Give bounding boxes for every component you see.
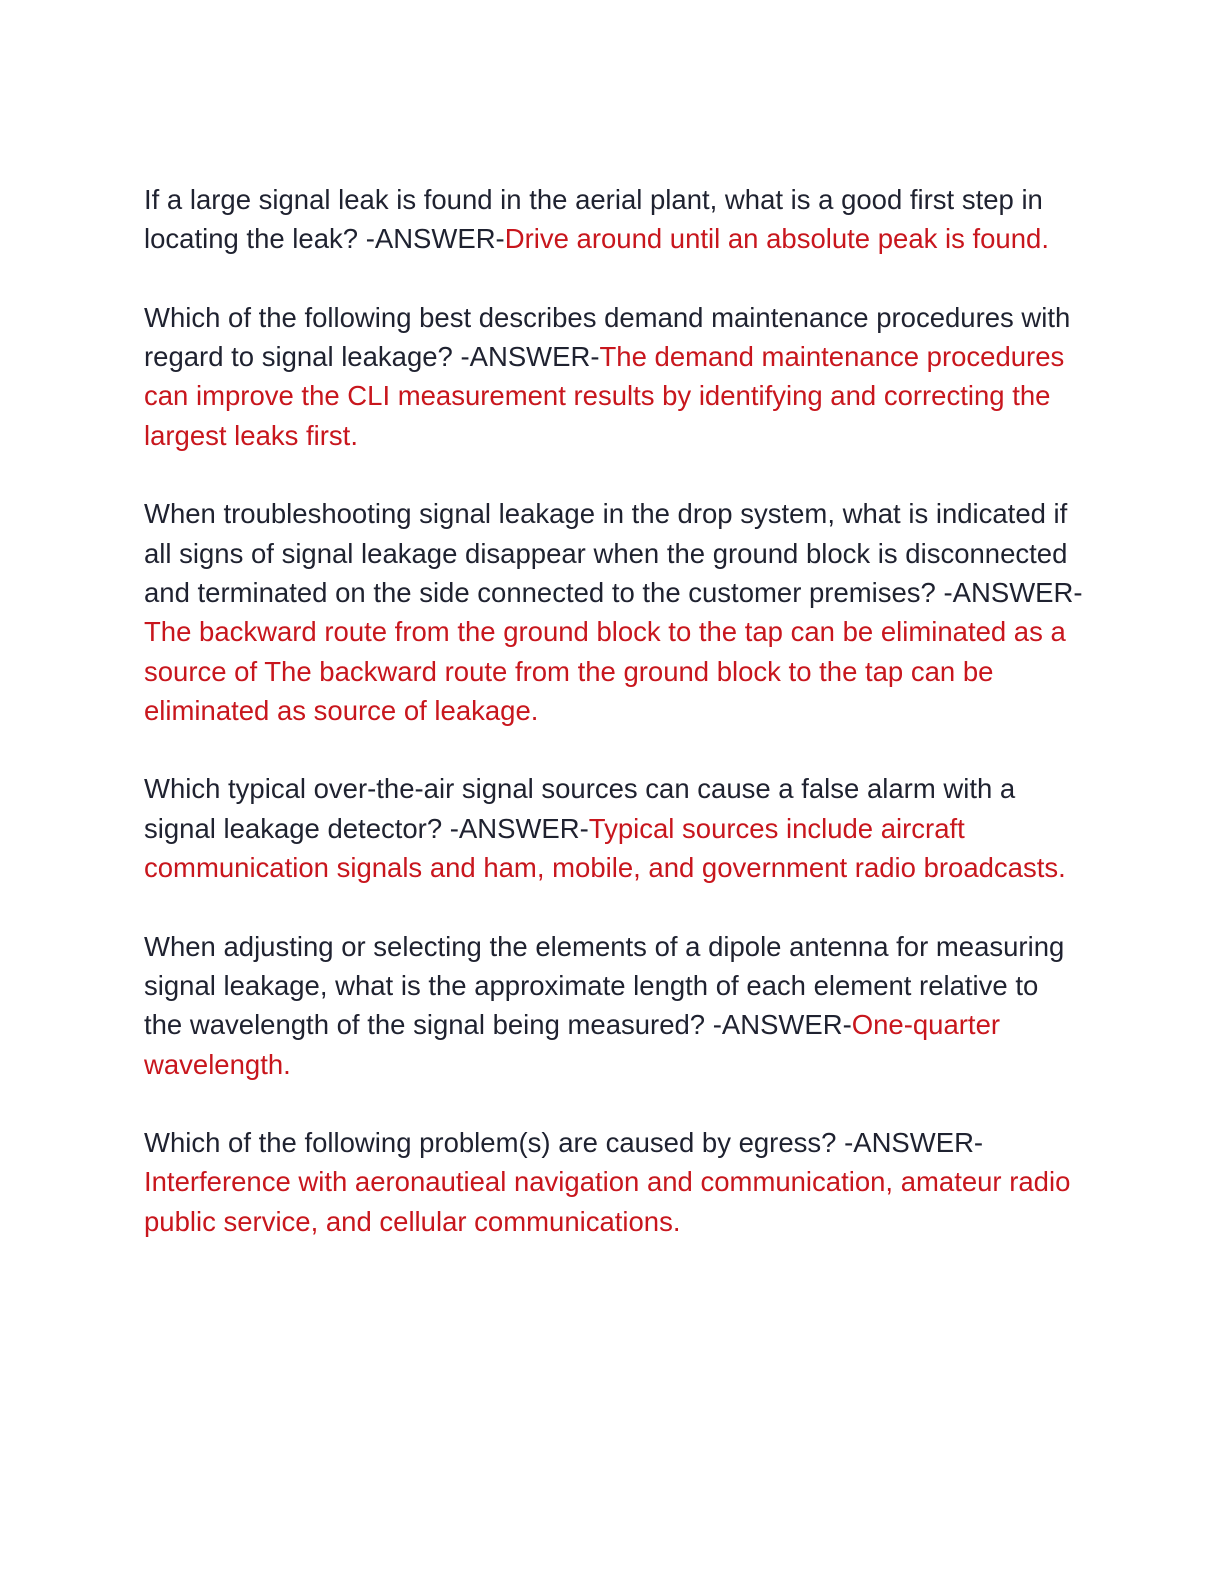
qa-item-2: [144, 298, 1084, 455]
question-text: When troubleshooting signal leakage in the drop system, what is indicated if all signs of signal leakage disappear when the ground block is disconnected and terminated on the side connected to the customer premises?: [144, 498, 1068, 608]
answer-separator: -ANSWER-: [943, 576, 1083, 608]
answer-separator: -ANSWER-: [460, 341, 600, 373]
answer-separator: -ANSWER-: [844, 1127, 984, 1159]
answer-separator: -ANSWER-: [365, 223, 505, 255]
answer-text: Interference with aeronautieal navigation and communication, amateur radio public service, and cellular communications.: [144, 1166, 1071, 1237]
answer-separator: -ANSWER-: [712, 1009, 852, 1041]
qa-item-6: [144, 1123, 1084, 1241]
question-text: When adjusting or selecting the elements of a dipole antenna for measuring signal leakage, what is the approximate length of each element relative to the wavelength of the signal being measured?: [144, 930, 1065, 1041]
qa-item-5: [144, 927, 1084, 1084]
qa-item-3: [144, 494, 1084, 730]
question-text: Which of the following best describes demand maintenance procedures with regard to signal leakage?: [144, 301, 1071, 373]
qa-item-4: [144, 769, 1084, 887]
question-text: If a large signal leak is found in the aerial plant, what is a good first step in locating the leak?: [144, 184, 1043, 255]
answer-text: One-quarter wavelength.: [144, 1009, 1001, 1080]
answer-text: The backward route from the ground block to the tap can be eliminated as a source of The backward route from the ground block to the tap can be eliminated as source of leakage.: [144, 616, 1066, 726]
question-text: Which typical over-the-air signal sources can cause a false alarm with a signal leakage detector?: [144, 773, 1016, 844]
question-text: Which of the following problem(s) are caused by egress?: [144, 1127, 845, 1159]
answer-text: Drive around until an absolute peak is found.: [504, 223, 1049, 255]
answer-text: The demand maintenance procedures can improve the CLI measurement results by identifying and correcting the largest leaks first.: [144, 341, 1065, 451]
answer-text: Typical sources include aircraft communication signals and ham, mobile, and government radio broadcasts.: [144, 812, 1066, 884]
answer-separator: -ANSWER-: [449, 812, 589, 844]
document-page: [144, 180, 1084, 1280]
qa-item-1: [144, 180, 1084, 259]
